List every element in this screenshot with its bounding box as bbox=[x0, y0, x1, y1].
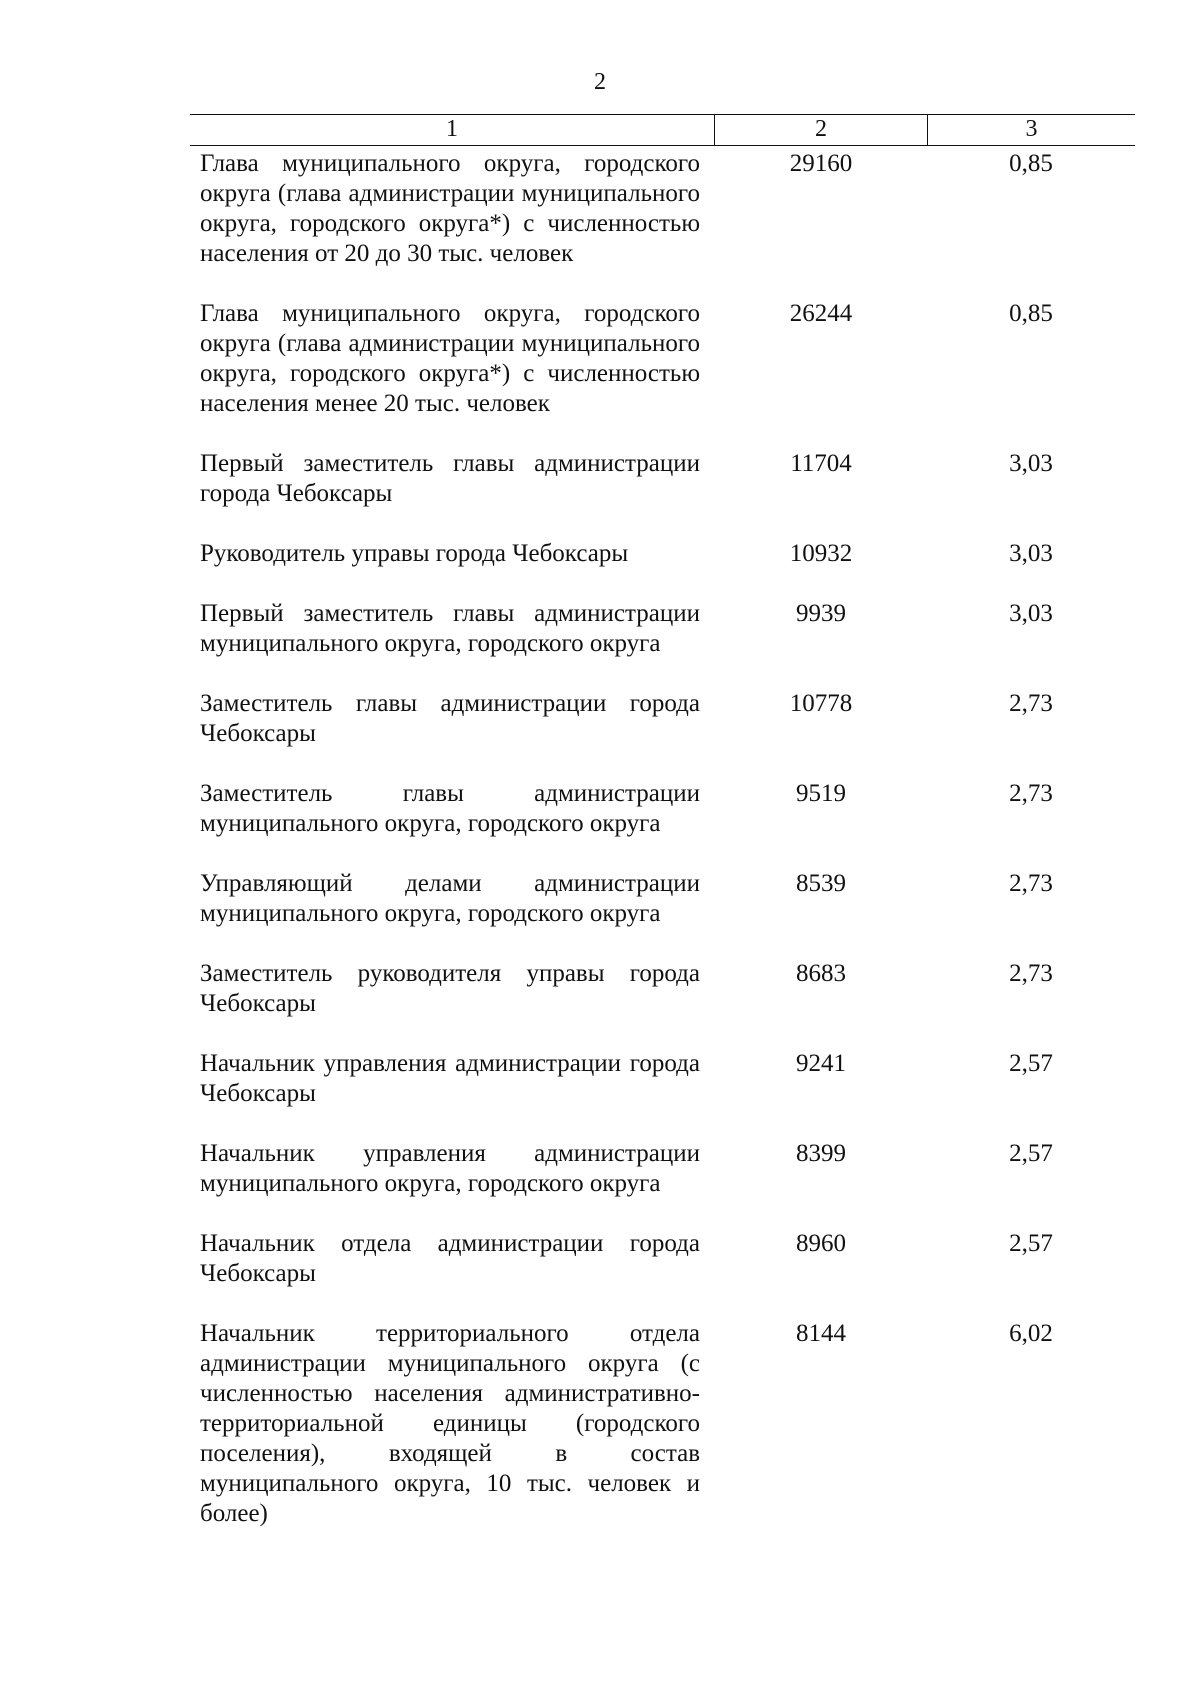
column-3-value: 2,57 bbox=[1009, 1230, 1053, 1257]
column-2-value: 10778 bbox=[789, 690, 853, 717]
position-name: Управляющий делами администрации муниципального округа, городского округа bbox=[200, 870, 700, 927]
column-3-value: 3,03 bbox=[1009, 540, 1053, 567]
column-3-value: 2,73 bbox=[1009, 960, 1053, 987]
column-3-value: 2,73 bbox=[1009, 690, 1053, 717]
table-row bbox=[190, 779, 1135, 839]
column-header-2: 2 bbox=[715, 115, 928, 145]
table-header-row bbox=[190, 114, 1135, 146]
position-name: Заместитель руководителя управы города Чебоксары bbox=[200, 960, 700, 1017]
table-row bbox=[190, 1229, 1135, 1289]
position-name: Глава муниципального округа, городского округа (глава администрации муниципального округа, городского округа*) с численностью населения от 20 до 30 тыс. человек bbox=[200, 150, 700, 267]
position-name: Заместитель главы администрации муниципального округа, городского округа bbox=[200, 780, 700, 837]
page-number: 2 bbox=[594, 69, 606, 95]
column-3-value: 3,03 bbox=[1009, 450, 1053, 477]
salary-table bbox=[190, 114, 1135, 1529]
column-3-value: 0,85 bbox=[1009, 300, 1053, 327]
column-2-value: 8539 bbox=[796, 870, 846, 897]
column-2-value: 11704 bbox=[790, 450, 852, 477]
table-row bbox=[190, 959, 1135, 1019]
column-2-value: 26244 bbox=[789, 300, 853, 327]
position-name: Первый заместитель главы администрации муниципального округа, городского округа bbox=[200, 600, 700, 657]
column-3-value: 0,85 bbox=[1009, 150, 1053, 177]
position-name: Заместитель главы администрации города Чебоксары bbox=[200, 690, 700, 747]
position-name: Начальник территориального отдела администрации муниципального округа (с численностью населения административно-территориальной единицы (городского поселения), входящей в состав муниципального округа, 10 тыс. человек и более) bbox=[200, 1320, 700, 1527]
column-3-value: 6,02 bbox=[1009, 1320, 1053, 1347]
position-name: Руководитель управы города Чебоксары bbox=[200, 540, 629, 567]
column-header-3: 3 bbox=[1025, 116, 1038, 142]
column-2-value: 10932 bbox=[789, 540, 853, 567]
column-3-value: 2,57 bbox=[1009, 1050, 1053, 1077]
column-2-value: 8960 bbox=[796, 1230, 846, 1257]
table-row bbox=[190, 149, 1135, 269]
table-row bbox=[190, 599, 1135, 659]
position-name: Начальник управления администрации города Чебоксары bbox=[200, 1050, 700, 1107]
column-2-value: 8399 bbox=[796, 1140, 846, 1167]
table-row bbox=[190, 1139, 1135, 1199]
column-3-value: 3,03 bbox=[1009, 600, 1053, 627]
column-2-value: 8683 bbox=[796, 960, 846, 987]
table-row bbox=[190, 1049, 1135, 1109]
column-2-value: 9519 bbox=[796, 780, 846, 807]
column-2-value: 29160 bbox=[789, 150, 853, 177]
table-row bbox=[190, 689, 1135, 749]
position-name: Начальник управления администрации муниципального округа, городского округа bbox=[200, 1140, 700, 1197]
table-row bbox=[190, 449, 1135, 509]
table-row bbox=[190, 299, 1135, 419]
position-name: Глава муниципального округа, городского округа (глава администрации муниципального округа, городского округа*) с численностью населения менее 20 тыс. человек bbox=[200, 300, 700, 417]
table-row bbox=[190, 869, 1135, 929]
column-3-value: 2,73 bbox=[1009, 780, 1053, 807]
position-name: Начальник отдела администрации города Чебоксары bbox=[200, 1230, 700, 1287]
column-3-value: 2,73 bbox=[1009, 870, 1053, 897]
table-row bbox=[190, 1319, 1135, 1529]
column-2-value: 9939 bbox=[796, 600, 846, 627]
table-body bbox=[190, 146, 1135, 1529]
column-header-1: 1 bbox=[190, 115, 715, 145]
column-2-value: 8144 bbox=[796, 1320, 846, 1347]
column-2-value: 9241 bbox=[796, 1050, 846, 1077]
position-name: Первый заместитель главы администрации города Чебоксары bbox=[200, 450, 700, 507]
table-row bbox=[190, 539, 1135, 569]
column-3-value: 2,57 bbox=[1009, 1140, 1053, 1167]
